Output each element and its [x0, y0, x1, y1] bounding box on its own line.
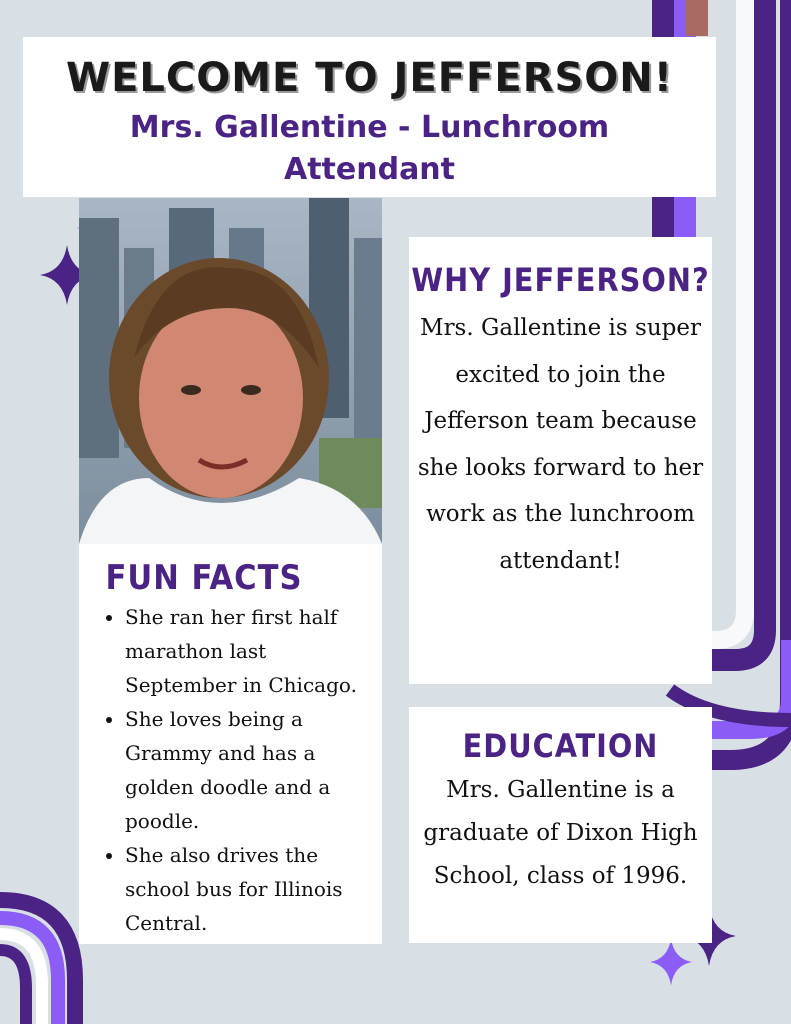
- fun-facts-list: [79, 600, 382, 940]
- education-card: [409, 707, 712, 943]
- page-title: WELCOME TO JEFFERSON!: [65, 55, 674, 101]
- list-item: • She ran her first half marathon last September in Chicago.: [125, 600, 382, 702]
- staff-photo: [79, 198, 382, 544]
- list-item: • She also drives the school bus for Illinois Central.: [125, 838, 382, 940]
- education-heading: EDUCATION: [462, 727, 659, 765]
- why-jefferson-text: Mrs. Gallentine is super excited to join the Jefferson team because she looks forward to her work as the lunchroom attendant!: [417, 315, 704, 574]
- page-subtitle: Mrs. Gallentine - Lunchroom Attendant: [129, 110, 610, 187]
- why-jefferson-heading: WHY JEFFERSON?: [411, 261, 710, 299]
- sparkle-star-icon: [650, 938, 692, 986]
- education-text: Mrs. Gallentine is a graduate of Dixon High School, class of 1996.: [423, 777, 698, 889]
- title-card: [23, 37, 716, 197]
- why-jefferson-card: [409, 237, 712, 684]
- list-item: • She loves being a Grammy and has a golden doodle and a poodle.: [125, 702, 382, 838]
- fun-facts-card: [79, 544, 382, 944]
- fun-facts-heading: FUN FACTS: [105, 558, 303, 598]
